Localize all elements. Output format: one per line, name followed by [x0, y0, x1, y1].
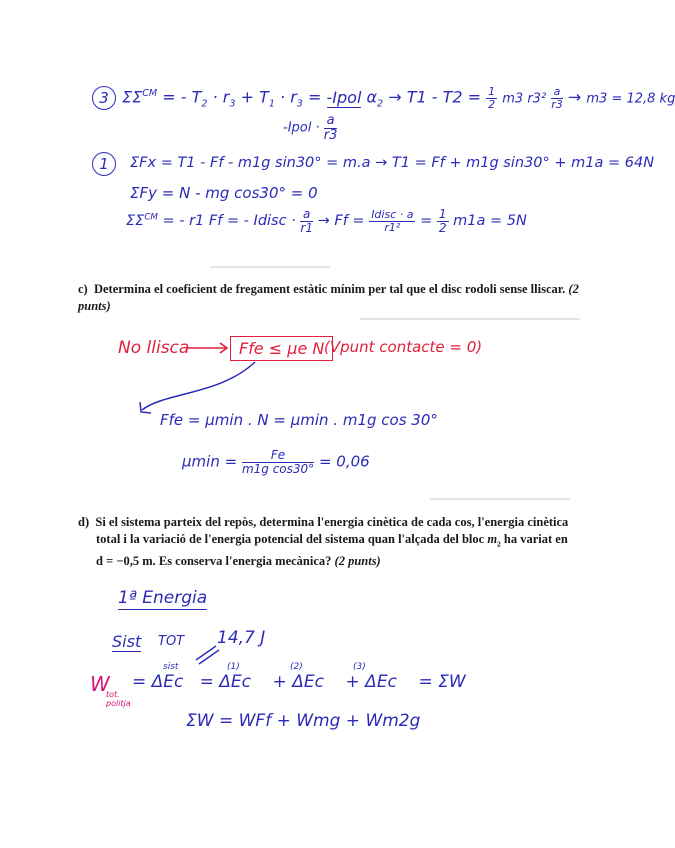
eq3-equals: =: [308, 87, 322, 107]
question-c: [78, 281, 598, 315]
eq3-frac-half: [486, 86, 497, 110]
question-c-points: (2 punts): [78, 282, 579, 313]
eq3-line2-prefix: -Ipol ·: [283, 120, 320, 136]
eq3-frac-num: 1: [488, 85, 496, 98]
answer-c-condition: (Vpunt contacte = 0): [324, 338, 483, 356]
eq3-r3b: · r: [280, 87, 297, 107]
eq3-mid: = - T: [162, 87, 202, 107]
eq3-sub-1: 1: [268, 98, 275, 110]
eq3-marker-circle: [92, 86, 116, 110]
eq1-cm-sup: CM: [144, 212, 158, 223]
eq3-line1: [122, 86, 675, 110]
eq3-sub-2: 2: [201, 98, 208, 110]
answer-d-sup3: (3): [353, 662, 366, 672]
question-d-points: (2 punts): [334, 553, 381, 568]
double-slash: [196, 646, 219, 664]
eq1-half-den: 2: [438, 220, 447, 235]
eq1-tail: =: [420, 213, 433, 230]
mu-min-num: Fe: [242, 449, 314, 463]
eq3-arrow-1: →: [388, 87, 402, 107]
eq3-frac2-den: r3: [551, 97, 563, 111]
eq1-half-num: 1: [438, 207, 447, 221]
blue-curve-arrow: [142, 362, 255, 410]
eq1-fy: ΣFy = N - mg cos30° = 0: [130, 184, 318, 202]
mu-min-den: m1g cos30°: [241, 461, 315, 476]
question-d-line2: [78, 531, 598, 553]
eq3-sub-3a: 3: [229, 98, 236, 110]
eq3-plus: + T: [240, 87, 269, 107]
eq1-frac1-num: a: [300, 208, 313, 222]
mu-min-value: = 0,06: [318, 452, 370, 471]
eq3-t1t2: T1 - T2 =: [406, 87, 482, 107]
eq3-ipol: -Ipol: [326, 87, 362, 107]
question-d-line3-pre: d = −0,5 m. Es conserva l'energia mecànica?: [96, 553, 332, 568]
eq3-line2-frac: [324, 114, 338, 142]
question-d-line1-text: Si el sistema parteix del repòs, determina l'energia cinètica de cada cos, l'energia cinètica: [95, 515, 569, 529]
answer-d-sup1: (1): [227, 662, 240, 672]
eq3-sum-tau: ΣΣ: [122, 87, 143, 107]
answer-c-mu-line: [182, 449, 370, 475]
eq3-frac2-num: a: [551, 86, 563, 99]
eq3-m3r3: m3 r3²: [502, 91, 547, 107]
scan-smudge: [430, 498, 570, 500]
eq1-frac2-num: Idisc · a: [371, 208, 414, 222]
eq1-frac-half: [437, 208, 449, 234]
answer-d-sum-w: ΣW = WFf + Wmg + Wm2g: [186, 711, 421, 731]
eq3-alpha: α: [366, 87, 378, 107]
eq3-r3a: · r: [212, 87, 230, 107]
answer-c-boxed: Ffe ≤ μe N: [230, 336, 333, 361]
eq1-torque: [126, 208, 527, 234]
scan-smudge: [210, 266, 330, 268]
eq3-sub-3b: 3: [296, 98, 303, 110]
eq3-marker: 3: [99, 89, 109, 107]
eq1-torque-mid: = - r1 Ff = - Idisc ·: [162, 213, 296, 230]
w-label: W: [90, 672, 110, 696]
answer-d-w-sub: tot. politja: [106, 690, 131, 708]
question-d-line3: [78, 553, 598, 570]
eq1-frac2-den: r1²: [384, 220, 401, 234]
answer-d-title: 1ª Energia: [118, 588, 208, 608]
work-energy-eq: = ΔEc = ΔEc + ΔEc + ΔEc = ΣW: [132, 672, 466, 692]
question-d-var: m: [487, 532, 498, 546]
scan-smudge: [360, 318, 580, 320]
mu-min-frac: [242, 449, 314, 475]
answer-d-work-eq: [132, 672, 466, 692]
question-d-var-sub: 2: [497, 539, 501, 549]
eq1-frac-idisc: [369, 209, 415, 233]
eq3-frac-a-r3: [551, 86, 563, 110]
eq1-marker-circle: [92, 152, 116, 176]
answer-d-tot: TOT: [158, 634, 185, 649]
eq3-result: m3 = 12,8 kg: [586, 91, 675, 107]
eq1-frac1-den: r1: [300, 220, 313, 235]
question-c-letter: c): [78, 282, 88, 296]
red-arrow-head: [220, 343, 227, 353]
eq3-line2-num: a: [324, 114, 338, 129]
eq1-frac-a-r1: [300, 208, 313, 234]
blue-curve-arrow-head: [140, 402, 151, 413]
question-d: [78, 514, 598, 570]
eq3-frac-den: 2: [488, 97, 496, 111]
answer-d-sup2: (2): [290, 662, 303, 672]
answer-c-no-llisca: No llisca: [118, 338, 190, 358]
question-d-line2-pre: total i la variació de l'energia potencial del sistema quan l'alçada del bloc: [96, 532, 485, 546]
answer-d-value: 14,7 J: [217, 628, 266, 648]
eq1-sum-tau: ΣΣ: [126, 213, 145, 230]
eq3-arrow-2: →: [567, 87, 582, 107]
eq1-arrow: → Ff =: [317, 213, 365, 230]
question-d-line2-post: ha variat en: [503, 532, 568, 546]
question-d-letter: d): [78, 515, 90, 529]
eq3-cm-sup: CM: [142, 88, 158, 100]
question-c-text: Determina el coeficient de fregament estàtic mínim per tal que el disc rodoli sense lliscar.: [93, 282, 566, 296]
eq3-alpha-sub: 2: [377, 98, 384, 110]
eq1-marker: 1: [99, 155, 109, 173]
answer-d-sist: Sist: [112, 632, 142, 651]
eq3-line2-den: r3: [323, 127, 338, 143]
answer-d-sist-sup: sist: [163, 662, 179, 672]
eq3-line2: [283, 114, 337, 142]
eq1-fx: ΣFx = T1 - Ff - m1g sin30° = m.a → T1 = Ff + m1g sin30° + m1a = 64N: [130, 155, 655, 171]
answer-c-ffe-line: Ffe = μmin . N = μmin . m1g cos 30°: [160, 411, 438, 429]
mu-min-label: μmin =: [182, 452, 238, 471]
eq1-end: m1a = 5N: [453, 213, 527, 230]
question-d-line1: [78, 514, 598, 531]
